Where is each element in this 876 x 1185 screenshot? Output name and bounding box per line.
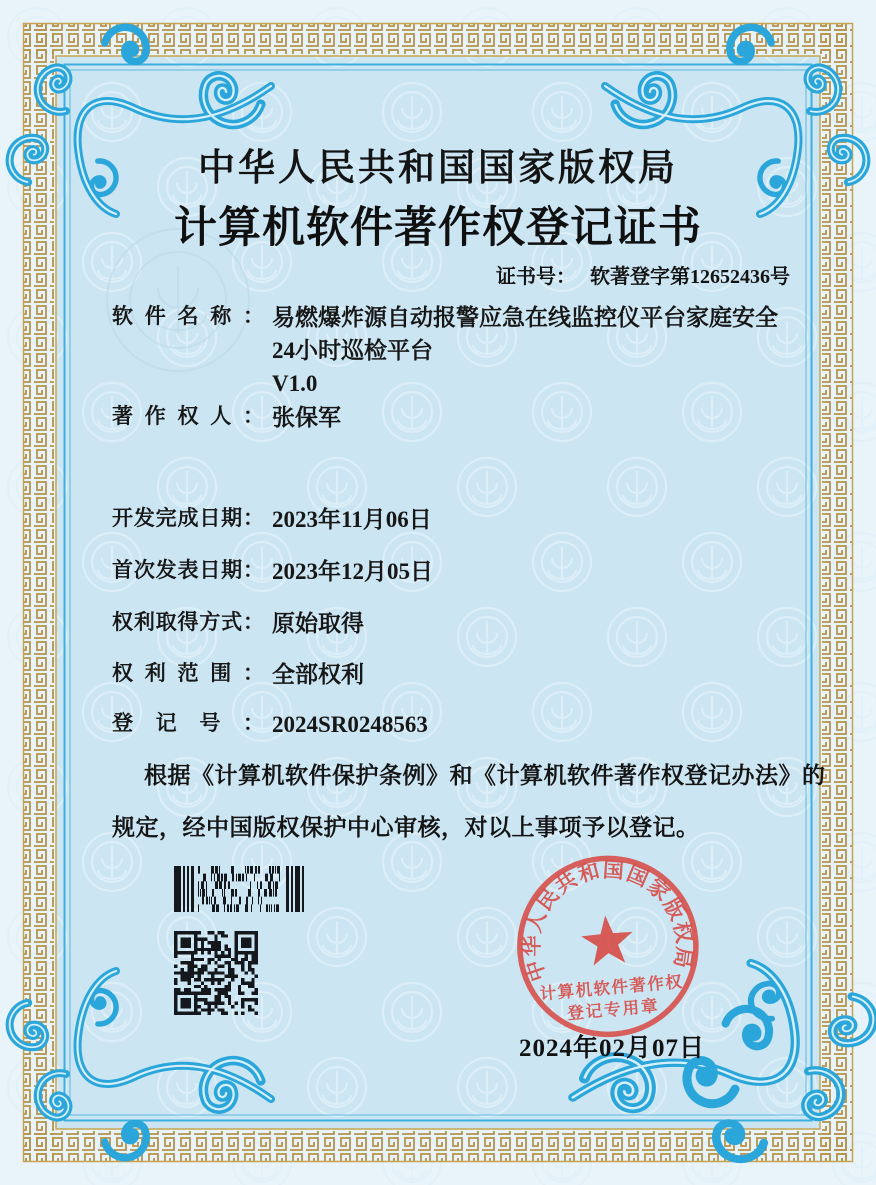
software-name-line-3: V1.0 (272, 371, 318, 396)
certificate-number-label: 证书号： (496, 266, 576, 288)
field-rights-scope (112, 658, 364, 691)
field-software-name (112, 301, 778, 400)
field-value: 张保军 (272, 405, 341, 430)
seal-star-icon (580, 913, 635, 966)
statement-line-1: 根据《计算机软件保护条例》和《计算机软件著作权登记办法》的 (144, 763, 826, 788)
software-name-line-1: 易燃爆炸源自动报警应急在线监控仪平台家庭安全 (272, 305, 778, 330)
field-dev-complete-date (112, 503, 432, 536)
field-value: 2023年12月05日 (272, 559, 433, 584)
field-label: 登记号： (112, 711, 264, 735)
software-name-line-2: 24小时巡检平台 (272, 338, 433, 363)
field-rights-acquire-method (112, 607, 364, 640)
field-value: 原始取得 (272, 611, 364, 636)
statement-line-2: 规定，经中国版权保护中心审核，对以上事项予以登记。 (112, 815, 700, 840)
issuer-title: 中华人民共和国国家版权局 (198, 148, 678, 189)
field-label: 著作权人： (112, 404, 264, 428)
field-value (272, 301, 778, 400)
field-registration-number (112, 708, 428, 741)
field-label: 权利取得方式： (112, 610, 264, 634)
field-first-publish-date (112, 555, 433, 588)
barcode-icon (174, 866, 306, 912)
qr-code-icon (174, 931, 258, 1015)
seal-inner-text-1: 计算机软件著作权 (538, 971, 685, 1004)
field-label: 开发完成日期： (112, 506, 264, 530)
certificate-number-value: 软著登字第12652436号 (590, 266, 790, 288)
field-value: 2024SR0248563 (272, 712, 428, 737)
field-value: 全部权利 (272, 662, 364, 687)
field-label: 权利范围： (112, 661, 264, 685)
seal-ring-text: 中华人民共和国国家版权局 (519, 857, 697, 985)
field-copyright-holder (112, 401, 341, 434)
issue-date: 2024年02月07日 (518, 1035, 705, 1062)
field-label: 首次发表日期： (112, 558, 264, 582)
seal-inner-text-2: 登记专用章 (566, 996, 661, 1024)
field-label: 软件名称： (112, 304, 264, 328)
certificate-title: 计算机软件著作权登记证书 (174, 205, 702, 252)
certificate-number-line (496, 260, 790, 289)
field-value: 2023年11月06日 (272, 507, 432, 532)
